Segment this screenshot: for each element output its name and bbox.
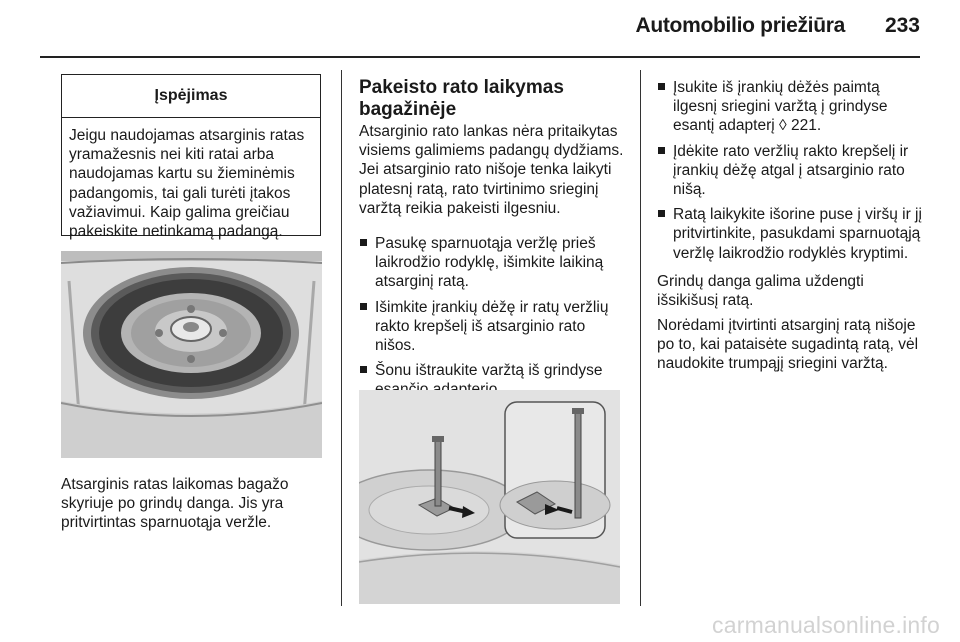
paragraph: Grindų danga galima uždengti išsikišusį ratą. [657, 273, 864, 310]
list-item [359, 298, 629, 356]
section-title: Pakeisto rato laikymas bagažinėje [359, 77, 564, 120]
bullet-marker [360, 239, 367, 246]
bullet-marker [658, 147, 665, 154]
instruction-list [657, 78, 927, 269]
bolt-adapter-illustration [359, 390, 620, 604]
list-item-text: Įsukite iš įrankių dėžės paimtą ilgesnį sriegini varžtą į grindyse esantį adapterį ◊ 221. [673, 79, 888, 135]
page-number: 233 [884, 14, 920, 37]
section-intro: Atsarginio rato lankas nėra pritaikytas visiems galimiems padangų dydžiams. Jei atsarginio rato nišoje tenka laikyti platesnį ratą, rato tvirtinimo srieginį varžtą reikia pakeisti ilgesniu. [359, 123, 624, 217]
list-item [359, 234, 629, 292]
list-item-text: Šonu ištraukite varžtą iš grindyse [375, 362, 603, 380]
header-title: Automobilio priežiūra [635, 14, 845, 37]
figure-caption: Atsarginis ratas laikomas bagažo skyriuje po grindų danga. Jis yra pritvirtintas sparnuotąja veržle. [61, 476, 289, 531]
list-item [657, 205, 927, 263]
list-item-text: Pasukę sparnuotąja veržlę prieš laikrodžio rodyklę, išimkite laikiną atsarginį ratą. [375, 235, 604, 291]
column-divider [341, 70, 342, 606]
warning-box [61, 74, 321, 241]
bullet-marker [360, 366, 367, 373]
warning-title: Įspėjimas [62, 75, 320, 118]
warning-text: Jeigu naudojamas atsarginis ratas yramažesnis nei kiti ratai arba naudojamas kartu su žieminėmis padangomis, tai gali turėti įtakos važiavimui. Kaip galima greičiau pakeiskite netinkamą padangą. [69, 127, 305, 241]
spare-wheel-illustration [61, 251, 322, 458]
bullet-marker [360, 303, 367, 310]
list-item-text: Įdėkite rato veržlių rakto krepšelį ir įrankių dėžę atgal į atsarginio rato nišą. [673, 142, 909, 199]
bullet-marker [658, 83, 665, 90]
list-item [657, 78, 927, 136]
header-rule [40, 56, 920, 58]
paragraph: Norėdami įtvirtinti atsarginį ratą nišoje po to, kai pataisėte sugadintą ratą, vėl naudokite trumpąjį sriegini varžtą. [657, 317, 919, 373]
list-item [657, 142, 927, 200]
list-item-text: Ratą laikykite išorine puse į viršų ir jį pritvirtinkite, pasukdami sparnuotąją veržlę laikrodžio rodyklės kryptimi. [673, 206, 922, 262]
bullet-marker [658, 210, 665, 217]
instruction-list [359, 234, 629, 406]
list-item-text: Išimkite įrankių dėžę ir ratų veržlių rakto krepšelį iš atsarginio rato nišos. [375, 298, 609, 355]
watermark: carmanualsonline.info [712, 612, 940, 638]
column-divider [640, 70, 641, 606]
